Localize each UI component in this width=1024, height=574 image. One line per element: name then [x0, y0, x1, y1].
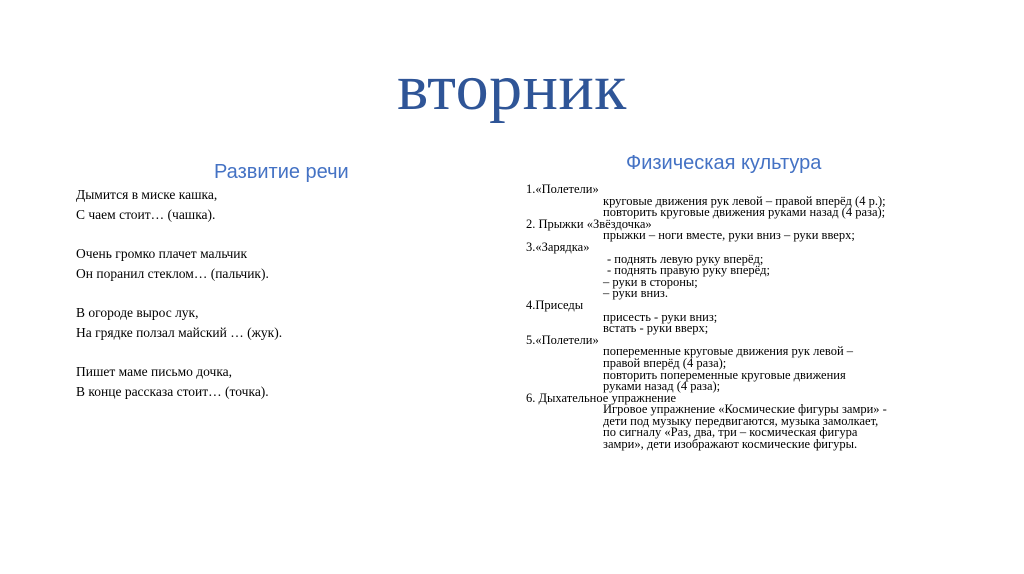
exercise-line: - поднять левую руку вперёд;: [607, 251, 764, 266]
exercise-line: повторить круговые движения руками назад (4 раза);: [603, 205, 886, 220]
exercise-line: руками назад (4 раза);: [603, 379, 721, 394]
exercise-line: – руки в стороны;: [603, 274, 698, 289]
exercise-item: [526, 216, 887, 243]
riddle-stanza: [76, 362, 282, 402]
exercise-title: 2. Прыжки «Звёздочка»: [526, 216, 652, 231]
riddle-line: Дымится в миске кашка,: [76, 187, 218, 202]
exercise-line: повторить попеременные круговые движения: [603, 367, 846, 382]
exercise-line: Игровое упражнение «Космические фигуры замри» -: [603, 402, 887, 417]
exercise-line: прыжки – ноги вместе, руки вниз – руки вверх;: [603, 228, 855, 243]
exercise-title: 6. Дыхательное упражнение: [526, 390, 676, 405]
exercise-line: круговые движения рук левой – правой вперёд (4 р.);: [603, 193, 886, 208]
riddle-stanza: [76, 303, 282, 343]
riddle-line: На грядке ползал майский … (жук).: [76, 325, 283, 340]
exercise-line: присесть - руки вниз;: [603, 309, 718, 324]
exercise-item: [526, 332, 887, 394]
riddle-stanza: [76, 185, 282, 225]
exercise-item: [526, 390, 887, 452]
riddle-line: Пишет маме письмо дочка,: [76, 364, 233, 379]
exercise-item: [526, 297, 887, 336]
exercise-item: [526, 184, 887, 219]
slide-title: вторник: [397, 51, 627, 124]
exercise-line: – руки вниз.: [603, 286, 668, 301]
exercise-line: по сигналу «Раз, два, три – космическая фигура: [603, 425, 858, 440]
riddle-line: С чаем стоит… (чашка).: [76, 207, 216, 222]
riddle-line: Очень громко плачет мальчик: [76, 246, 248, 261]
exercise-list: [526, 184, 887, 451]
exercise-line: дети под музыку передвигаются, музыка замолкает,: [603, 413, 879, 428]
exercise-line: правой вперёд (4 раза);: [603, 355, 727, 370]
exercise-line: - поднять правую руку вперёд;: [607, 263, 771, 278]
exercise-line: замри», дети изображают космические фигуры.: [603, 437, 858, 452]
riddles-list: [76, 185, 282, 421]
physical-education-heading: Физическая культура: [626, 152, 822, 174]
exercise-title: 3.«Зарядка»: [526, 239, 590, 254]
exercise-line: попеременные круговые движения рук левой –: [603, 344, 854, 359]
riddle-line: Он поранил стеклом… (пальчик).: [76, 266, 269, 281]
riddle-stanza: [76, 244, 282, 284]
exercise-item: [526, 239, 887, 301]
exercise-title: 1.«Полетели»: [526, 182, 599, 196]
exercise-line: встать - руки вверх;: [603, 321, 709, 336]
riddle-line: В огороде вырос лук,: [76, 305, 199, 320]
exercise-title: 4.Приседы: [526, 297, 584, 312]
exercise-title: 5.«Полетели»: [526, 332, 599, 347]
riddle-line: В конце рассказа стоит… (точка).: [76, 384, 269, 399]
speech-development-heading: Развитие речи: [214, 161, 349, 183]
